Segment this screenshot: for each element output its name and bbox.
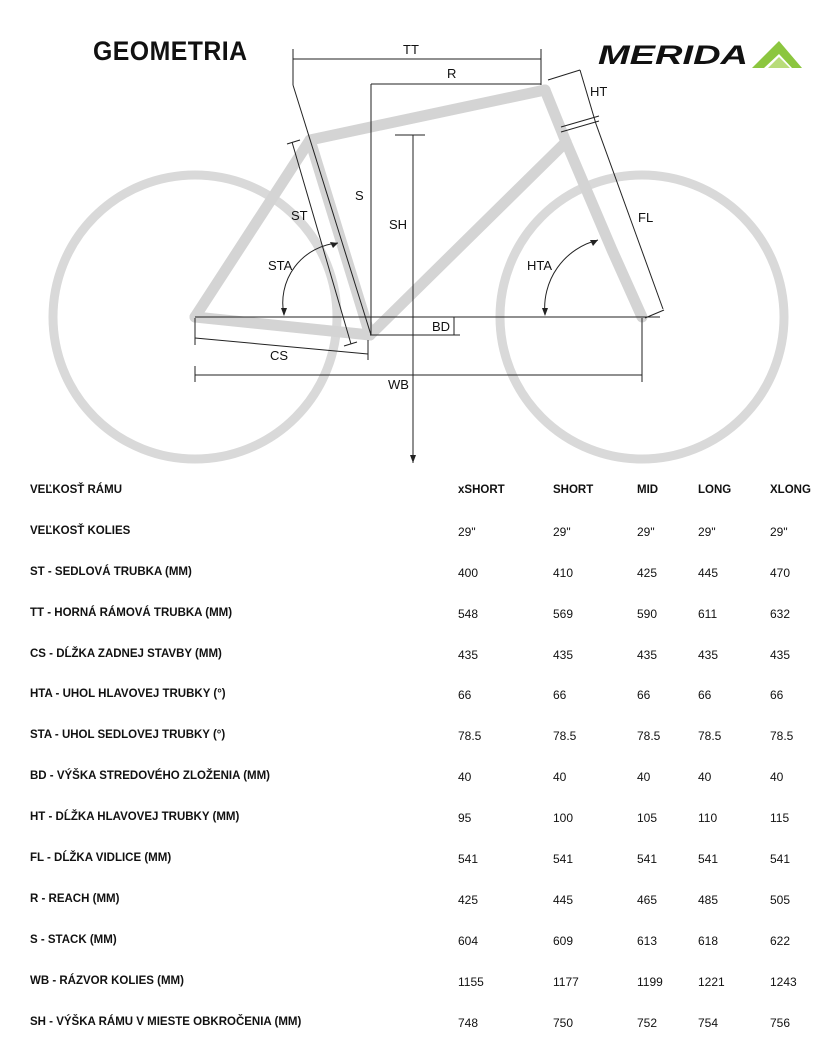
label-fl: FL xyxy=(638,210,654,225)
row-value: 470 xyxy=(770,565,791,580)
row-label: ST - SEDLOVÁ TRUBKA (MM) xyxy=(30,565,192,578)
table-row xyxy=(0,716,833,757)
row-value: 100 xyxy=(553,811,574,826)
row-value: 1243 xyxy=(770,974,797,989)
row-value: 40 xyxy=(553,770,567,785)
row-value: 29" xyxy=(637,524,655,539)
table-row xyxy=(0,675,833,716)
row-value: 541 xyxy=(458,852,479,867)
row-label: BD - VÝŠKA STREDOVÉHO ZLOŽENIA (MM) xyxy=(30,770,271,783)
table-row xyxy=(0,757,833,798)
row-value: 1155 xyxy=(458,974,484,989)
row-value: 613 xyxy=(637,933,658,948)
row-value: 750 xyxy=(553,1015,574,1030)
label-sh: SH xyxy=(389,217,408,232)
row-value: 425 xyxy=(458,892,479,907)
header-size: xSHORT xyxy=(458,484,505,496)
row-label: CS - DĹŽKA ZADNEJ STAVBY (MM) xyxy=(30,647,222,660)
header-size: LONG xyxy=(698,484,732,496)
row-value: 66 xyxy=(553,688,567,703)
row-label: S - STACK (MM) xyxy=(30,933,117,946)
geometry-table xyxy=(0,471,833,1043)
row-value: 66 xyxy=(458,688,472,703)
row-value: 40 xyxy=(458,770,472,785)
row-value: 78.5 xyxy=(770,729,794,744)
row-value: 569 xyxy=(553,606,574,621)
row-value: 609 xyxy=(553,933,574,948)
row-value: 410 xyxy=(553,565,574,580)
row-value: 105 xyxy=(637,811,658,826)
table-row xyxy=(0,594,833,635)
table-row xyxy=(0,962,833,1003)
table-row xyxy=(0,839,833,880)
row-value: 95 xyxy=(458,811,472,826)
label-hta: HTA xyxy=(527,258,553,273)
row-label: HTA - UHOL HLAVOVEJ TRUBKY (°) xyxy=(30,688,226,701)
row-value: 611 xyxy=(698,606,718,621)
row-value: 400 xyxy=(458,565,479,580)
row-value: 110 xyxy=(698,811,718,826)
row-value: 618 xyxy=(698,933,719,948)
table-header-row xyxy=(0,471,833,512)
row-value: 29" xyxy=(553,524,571,539)
header-size: MID xyxy=(637,484,659,496)
header-label: VEĽKOSŤ RÁMU xyxy=(30,484,122,496)
row-value: 622 xyxy=(770,933,791,948)
row-value: 435 xyxy=(698,647,719,662)
row-value: 29" xyxy=(698,524,716,539)
table-row xyxy=(0,1003,833,1044)
geometry-diagram xyxy=(0,40,833,470)
label-bd: BD xyxy=(432,319,451,334)
table-row xyxy=(0,553,833,594)
label-cs: CS xyxy=(270,348,289,363)
header-size: SHORT xyxy=(553,484,594,496)
row-value: 754 xyxy=(698,1015,719,1030)
row-value: 66 xyxy=(770,688,784,703)
row-value: 541 xyxy=(698,852,719,867)
row-value: 115 xyxy=(770,811,790,826)
row-value: 78.5 xyxy=(637,729,661,744)
row-value: 435 xyxy=(637,647,658,662)
row-value: 505 xyxy=(770,892,791,907)
row-value: 445 xyxy=(553,892,574,907)
label-s: S xyxy=(355,188,364,203)
row-value: 29" xyxy=(770,524,788,539)
row-label: VEĽKOSŤ KOLIES xyxy=(30,524,131,537)
row-value: 752 xyxy=(637,1015,658,1030)
row-value: 541 xyxy=(553,852,574,867)
label-wb: WB xyxy=(388,377,409,392)
row-value: 548 xyxy=(458,606,479,621)
row-label: SH - VÝŠKA RÁMU V MIESTE OBKROČENIA (MM) xyxy=(30,1015,302,1028)
table-row xyxy=(0,798,833,839)
row-value: 435 xyxy=(458,647,479,662)
row-value: 541 xyxy=(637,852,658,867)
row-value: 485 xyxy=(698,892,719,907)
table-row xyxy=(0,512,833,553)
row-label: HT - DĹŽKA HLAVOVEJ TRUBKY (MM) xyxy=(30,811,240,824)
label-r: R xyxy=(447,66,457,81)
row-value: 445 xyxy=(698,565,719,580)
row-value: 748 xyxy=(458,1015,479,1030)
bike-frame xyxy=(195,90,642,335)
row-label: FL - DĹŽKA VIDLICE (MM) xyxy=(30,852,172,865)
table-row xyxy=(0,880,833,921)
row-value: 66 xyxy=(698,688,712,703)
label-tt: TT xyxy=(403,42,419,57)
row-value: 435 xyxy=(770,647,791,662)
row-value: 40 xyxy=(770,770,784,785)
logo-wordmark: MERIDA xyxy=(598,40,748,70)
row-value: 756 xyxy=(770,1015,791,1030)
row-value: 435 xyxy=(553,647,574,662)
row-value: 29" xyxy=(458,524,476,539)
row-value: 1221 xyxy=(698,974,725,989)
row-value: 78.5 xyxy=(698,729,722,744)
header-size: XLONG xyxy=(770,484,811,496)
row-value: 40 xyxy=(637,770,651,785)
row-value: 465 xyxy=(637,892,658,907)
row-value: 1199 xyxy=(637,974,663,989)
row-value: 425 xyxy=(637,565,658,580)
page-title: GEOMETRIA xyxy=(93,36,248,66)
table-row xyxy=(0,635,833,676)
label-st: ST xyxy=(291,208,308,223)
table-row xyxy=(0,921,833,962)
row-value: 590 xyxy=(637,606,658,621)
row-label: STA - UHOL SEDLOVEJ TRUBKY (°) xyxy=(30,729,226,742)
row-value: 604 xyxy=(458,933,479,948)
row-value: 541 xyxy=(770,852,791,867)
row-value: 78.5 xyxy=(553,729,577,744)
row-value: 632 xyxy=(770,606,791,621)
label-ht: HT xyxy=(590,84,608,99)
row-value: 1177 xyxy=(553,974,579,989)
row-label: R - REACH (MM) xyxy=(30,892,120,905)
row-label: TT - HORNÁ RÁMOVÁ TRUBKA (MM) xyxy=(30,606,233,619)
row-value: 66 xyxy=(637,688,651,703)
row-value: 40 xyxy=(698,770,712,785)
row-label: WB - RÁZVOR KOLIES (MM) xyxy=(30,974,184,987)
label-sta: STA xyxy=(268,258,293,273)
row-value: 78.5 xyxy=(458,729,482,744)
